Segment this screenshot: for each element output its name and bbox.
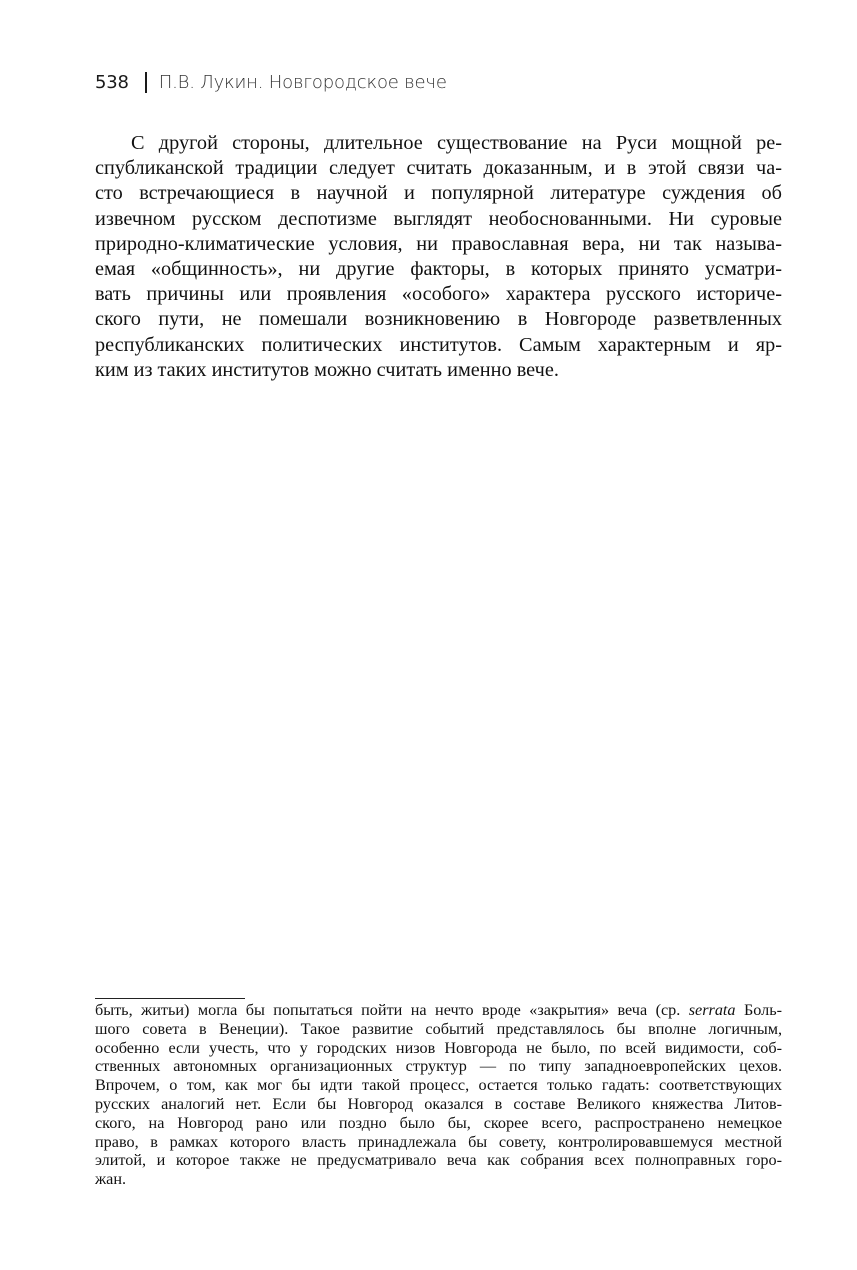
- footnote-text: быть, житьи) могла бы попытаться пойти на нечто вроде «закрытия» веча (ср.: [95, 1001, 681, 1019]
- paragraph-line: природно-климатические условия, ни православная вера, ни так называ-: [95, 232, 782, 255]
- footnote-line: право, в рамках которого власть принадлежала бы совету, контролировавшемуся местной: [95, 1132, 782, 1151]
- footnote-line: Впрочем, о том, как мог бы идти такой процесс, остается только гадать: соответствующих: [95, 1076, 782, 1095]
- header-separator: [145, 72, 147, 93]
- page-number: 538: [95, 72, 129, 93]
- paragraph-line: ского пути, не помешали возникновению в Новгороде разветвленных: [95, 308, 782, 331]
- footnote-line: жан.: [95, 1170, 127, 1189]
- footnote-line: особенно если учесть, что у городских низов Новгорода не было, по всей видимости, соб-: [95, 1038, 782, 1057]
- body-paragraph: [95, 131, 782, 383]
- paragraph-line: С другой стороны, длительное существование на Руси мощной ре-: [131, 132, 782, 154]
- paragraph-line: вать причины или проявления «особого» характера русского историче-: [95, 283, 782, 306]
- paragraph-line: ким из таких институтов можно считать именно вече.: [95, 358, 559, 381]
- running-title: П.В. Лукин. Новгородское вече: [158, 72, 447, 93]
- footnote-rule: [95, 998, 245, 999]
- footnote-italic-term: serrata: [688, 1001, 736, 1019]
- paragraph-line: емая «общинность», ни другие факторы, в которых принято усматри-: [95, 258, 782, 281]
- footnote-line: шого совета в Венеции). Такое развитие событий представлялось бы вполне логичным,: [95, 1019, 782, 1038]
- running-header: [95, 72, 447, 93]
- footnote-text: Боль-: [743, 1001, 783, 1019]
- footnote-line: [95, 1001, 782, 1020]
- footnote-line: ского, на Новгород рано или поздно было бы, скорее всего, распространено немецкое: [95, 1113, 782, 1132]
- paragraph-line: сто встречающиеся в научной и популярной литературе суждения об: [95, 182, 782, 205]
- footnote: [95, 1001, 782, 1189]
- footnote-line: ственных автономных организационных структур — по типу западноевропейских цехов.: [95, 1057, 782, 1076]
- paragraph-line: спубликанской традиции следует считать доказанным, и в этой связи ча-: [95, 157, 782, 180]
- paragraph-line: извечном русском деспотизме выглядят необоснованными. Ни суровые: [95, 207, 782, 230]
- footnote-line: русских аналогий нет. Если бы Новгород оказался в составе Великого княжества Литов-: [95, 1094, 782, 1113]
- footnote-line: элитой, и которое также не предусматривало веча как собрания всех полноправных горо-: [95, 1151, 782, 1170]
- paragraph-line: республиканских политических институтов. Самым характерным и яр-: [95, 333, 782, 356]
